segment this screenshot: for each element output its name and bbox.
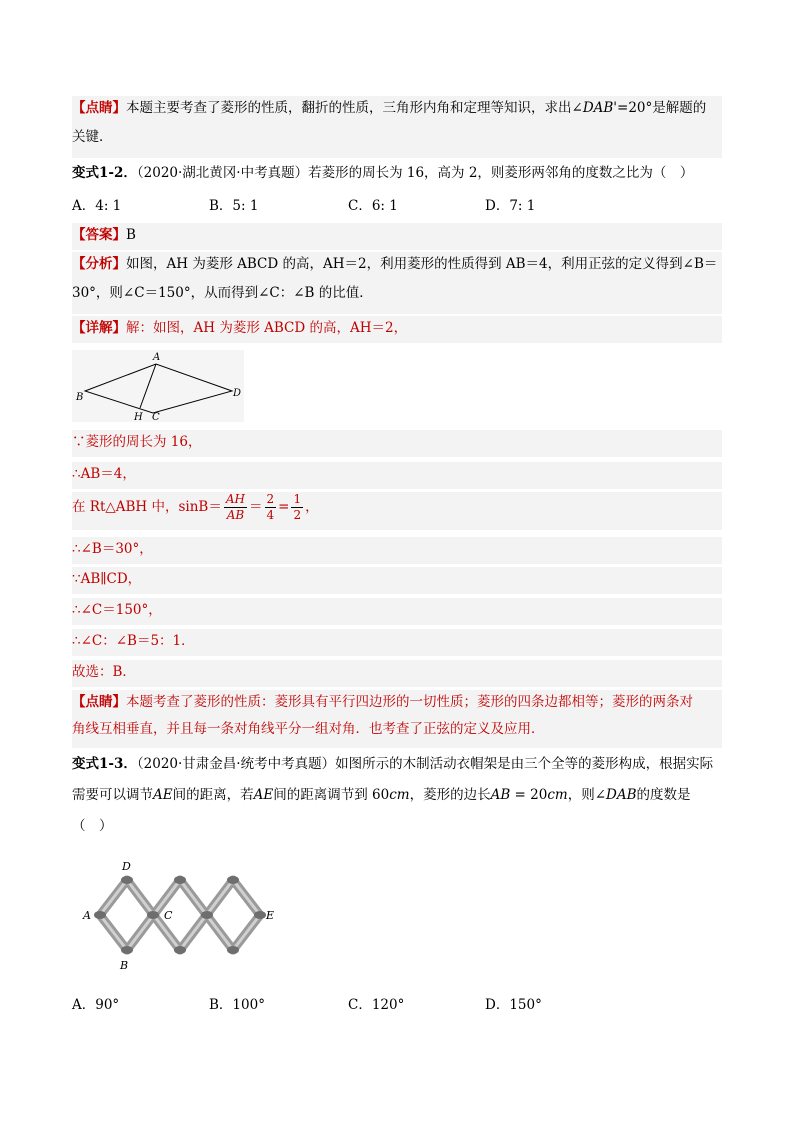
question-label: 变式1-3． — [72, 756, 137, 772]
label-b: B — [76, 392, 84, 403]
option-c: C．120° — [348, 997, 405, 1013]
label-a: A — [153, 352, 161, 363]
remark-block-2: 【点睛】本题考查了菱形的性质：菱形具有平行四边形的一切性质；菱形的四条边都相等；菱形的两条对 角线互相垂直，并且每一条对角线平分一组对角．也考查了正弦的定义及应用． — [72, 690, 722, 748]
fraction-1-2: $\frac{1}{2}$ — [293, 492, 302, 522]
option-a: A．4: 1 — [72, 198, 122, 214]
answer-tag: 【答案】 — [72, 227, 126, 243]
label-a: A — [83, 909, 91, 922]
fraction-2-4: $\frac{2}{4}$ — [266, 492, 275, 522]
question-label: 变式1-2． — [72, 165, 137, 181]
option-b: B．100° — [209, 997, 265, 1013]
question-1-3-line2: 需要可以调节AE间的距离，若AE间的距离调节到 60cm，菱形的边长AB = 20cm，则∠DAB的度数是 — [72, 787, 691, 803]
remark-tag: 【点睛】 — [72, 694, 126, 710]
answer-row — [72, 223, 722, 250]
detail-tag: 【详解】 — [72, 320, 126, 336]
fraction-ah-ab: $\frac{AH}{AB}$ — [225, 492, 245, 522]
detail-intro: 【详解】解：如图，AH 为菱形 ABCD 的高，AH＝2， — [72, 316, 722, 343]
question-1-3-line3: （ ） — [72, 818, 113, 834]
question-1-3-line1: 变式1-3．（2020·甘肃金昌·统考中考真题）如图所示的木制活动衣帽架是由三个全等的菱形构成，根据实际 — [72, 756, 714, 772]
question-1-2: 变式1-2．（2020·湖北黄冈·中考真题）若菱形的周长为 16，高为 2，则菱形两邻角的度数之比为（ ） — [72, 165, 694, 181]
option-d: D．150° — [485, 997, 542, 1013]
label-h: H — [134, 412, 143, 422]
label-c: C — [152, 412, 160, 422]
rhombus-figure — [72, 350, 244, 422]
answer-value: B — [126, 227, 136, 243]
label-e: E — [266, 909, 275, 922]
option-c: C．6: 1 — [348, 198, 398, 214]
detail-step-4: ∴∠B＝30°， — [72, 537, 722, 564]
remark-tag: 【点睛】 — [72, 100, 126, 116]
analysis-block: 【分析】如图，AH 为菱形 ABCD 的高，AH＝2，利用菱形的性质得到 AB＝4，利用正弦的定义得到∠B＝ 30°，则∠C＝150°，从而得到∠C：∠B 的比值． — [72, 252, 722, 314]
analysis-tag: 【分析】 — [72, 256, 126, 272]
remark-block-1: 【点睛】本题主要考查了菱形的性质，翻折的性质，三角形内角和定理等知识，求出∠DAB'=20°是解题的 关键． — [72, 96, 722, 158]
detail-step-5: ∵AB∥CD， — [72, 567, 722, 594]
option-d: D．7: 1 — [485, 198, 536, 214]
coat-rack-diagram — [80, 855, 280, 975]
detail-step-2: ∴AB＝4， — [72, 462, 722, 489]
rhombus-diagram — [72, 350, 244, 422]
detail-step-8: 故选：B． — [72, 660, 722, 687]
coat-rack-figure — [80, 855, 280, 975]
label-c: C — [164, 909, 173, 922]
label-d: D — [233, 388, 242, 399]
label-b: B — [120, 959, 129, 972]
detail-step-6: ∴∠C＝150°， — [72, 598, 722, 625]
option-a: A．90° — [72, 997, 120, 1013]
option-b: B．5: 1 — [209, 198, 259, 214]
label-d: D — [122, 860, 131, 873]
detail-step-1: ∵菱形的周长为 16， — [72, 430, 722, 457]
detail-step-7: ∴∠C：∠B＝5：1． — [72, 629, 722, 656]
detail-step-3: 在 Rt△ABH 中，sinB＝ $\frac{AH}{AB}$ ＝ $\frac{2}{4}$ = $\frac{1}{2}$ ， — [72, 492, 722, 530]
